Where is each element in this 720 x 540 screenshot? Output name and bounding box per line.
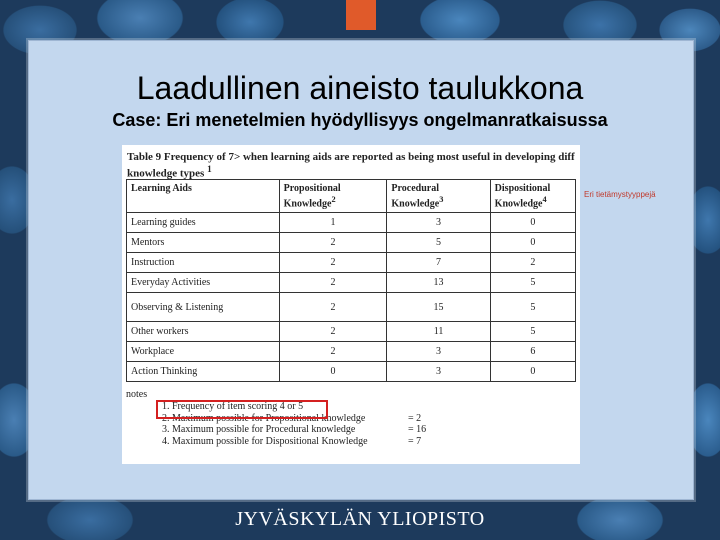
note-text: 3. Maximum possible for Procedural knowledge (162, 424, 356, 435)
university-footer: JYVÄSKYLÄN YLIOPISTO (235, 508, 485, 530)
red-highlight-box (156, 400, 328, 419)
table-caption-line2: knowledge types (127, 167, 205, 180)
note-text: 2. Maximum possible for Propositional knowledge (162, 412, 366, 424)
cell-dispositional: 0 (490, 362, 575, 382)
cell-procedural: 15 (387, 293, 490, 322)
cell-dispositional: 5 (490, 322, 575, 342)
note-value: = 2 (408, 412, 422, 424)
table-row (127, 253, 576, 273)
cell-learning-aid: Mentors (127, 233, 280, 253)
cell-propositional: 1 (279, 213, 387, 233)
cell-learning-aid: Everyday Activities (127, 273, 280, 293)
cell-propositional: 2 (279, 342, 387, 362)
table-body (127, 213, 576, 382)
cell-procedural: 3 (387, 342, 490, 362)
cell-learning-aid: Observing & Listening (127, 293, 280, 322)
red-accent-block (346, 0, 376, 30)
cell-procedural: 5 (387, 233, 490, 253)
cell-learning-aid: Learning guides (127, 213, 280, 233)
cell-dispositional: 0 (490, 213, 575, 233)
table-header-row (127, 180, 576, 213)
table-row (127, 233, 576, 253)
cell-learning-aid: Action Thinking (127, 362, 280, 382)
side-note: Eri tietämystyyppejä (584, 190, 656, 199)
cell-dispositional: 0 (490, 233, 575, 253)
cell-propositional: 2 (279, 322, 387, 342)
scanned-table-image (122, 145, 580, 464)
table-row (127, 293, 576, 322)
table-caption-line2-wrap (127, 163, 580, 180)
note-item (162, 424, 427, 436)
header-propositional: Propositional Knowledge$^2$ (279, 180, 387, 213)
cell-procedural: 11 (387, 322, 490, 342)
note-value: = 7 (408, 435, 422, 447)
cell-propositional: 2 (279, 253, 387, 273)
notes-label: notes (126, 389, 148, 400)
cell-propositional: 2 (279, 233, 387, 253)
cell-procedural: 3 (387, 213, 490, 233)
cell-dispositional: 2 (490, 253, 575, 273)
slide-subtitle: Case: Eri menetelmien hyödyllisyys ongelmanratkaisussa (112, 110, 608, 130)
cell-dispositional: 5 (490, 273, 575, 293)
table-caption (127, 151, 580, 180)
cell-procedural: 13 (387, 273, 490, 293)
cell-dispositional: 5 (490, 293, 575, 322)
table-row (127, 362, 576, 382)
cell-learning-aid: Workplace (127, 342, 280, 362)
table-row (127, 322, 576, 342)
note-item (162, 435, 422, 448)
table-row (127, 273, 576, 293)
cell-procedural: 3 (387, 362, 490, 382)
table-caption-line1: Table 9 Frequency of 7> when learning aids are reported as being most useful in developing diff (127, 151, 575, 163)
table-row (127, 342, 576, 362)
note-text: 4. Maximum possible for Dispositional Knowledge (162, 435, 368, 447)
cell-propositional: 0 (279, 362, 387, 382)
table-caption-sup: 1 (207, 164, 212, 174)
slide-title: Laadullinen aineisto taulukkona (136, 70, 584, 106)
cell-learning-aid: Instruction (127, 253, 280, 273)
cell-learning-aid: Other workers (127, 322, 280, 342)
cell-dispositional: 6 (490, 342, 575, 362)
cell-propositional: 2 (279, 273, 387, 293)
header-learning-aids: Learning Aids (127, 180, 280, 213)
cell-propositional: 2 (279, 293, 387, 322)
header-procedural: Procedural Knowledge$^3$ (387, 180, 490, 213)
table-row (127, 213, 576, 233)
header-dispositional: Dispositional Knowledge$^4$ (490, 180, 575, 213)
note-text: 1. Frequency of item scoring 4 or 5 (162, 401, 304, 412)
note-value: = 16 (408, 424, 427, 435)
cell-procedural: 7 (387, 253, 490, 273)
frequency-table (126, 179, 576, 382)
